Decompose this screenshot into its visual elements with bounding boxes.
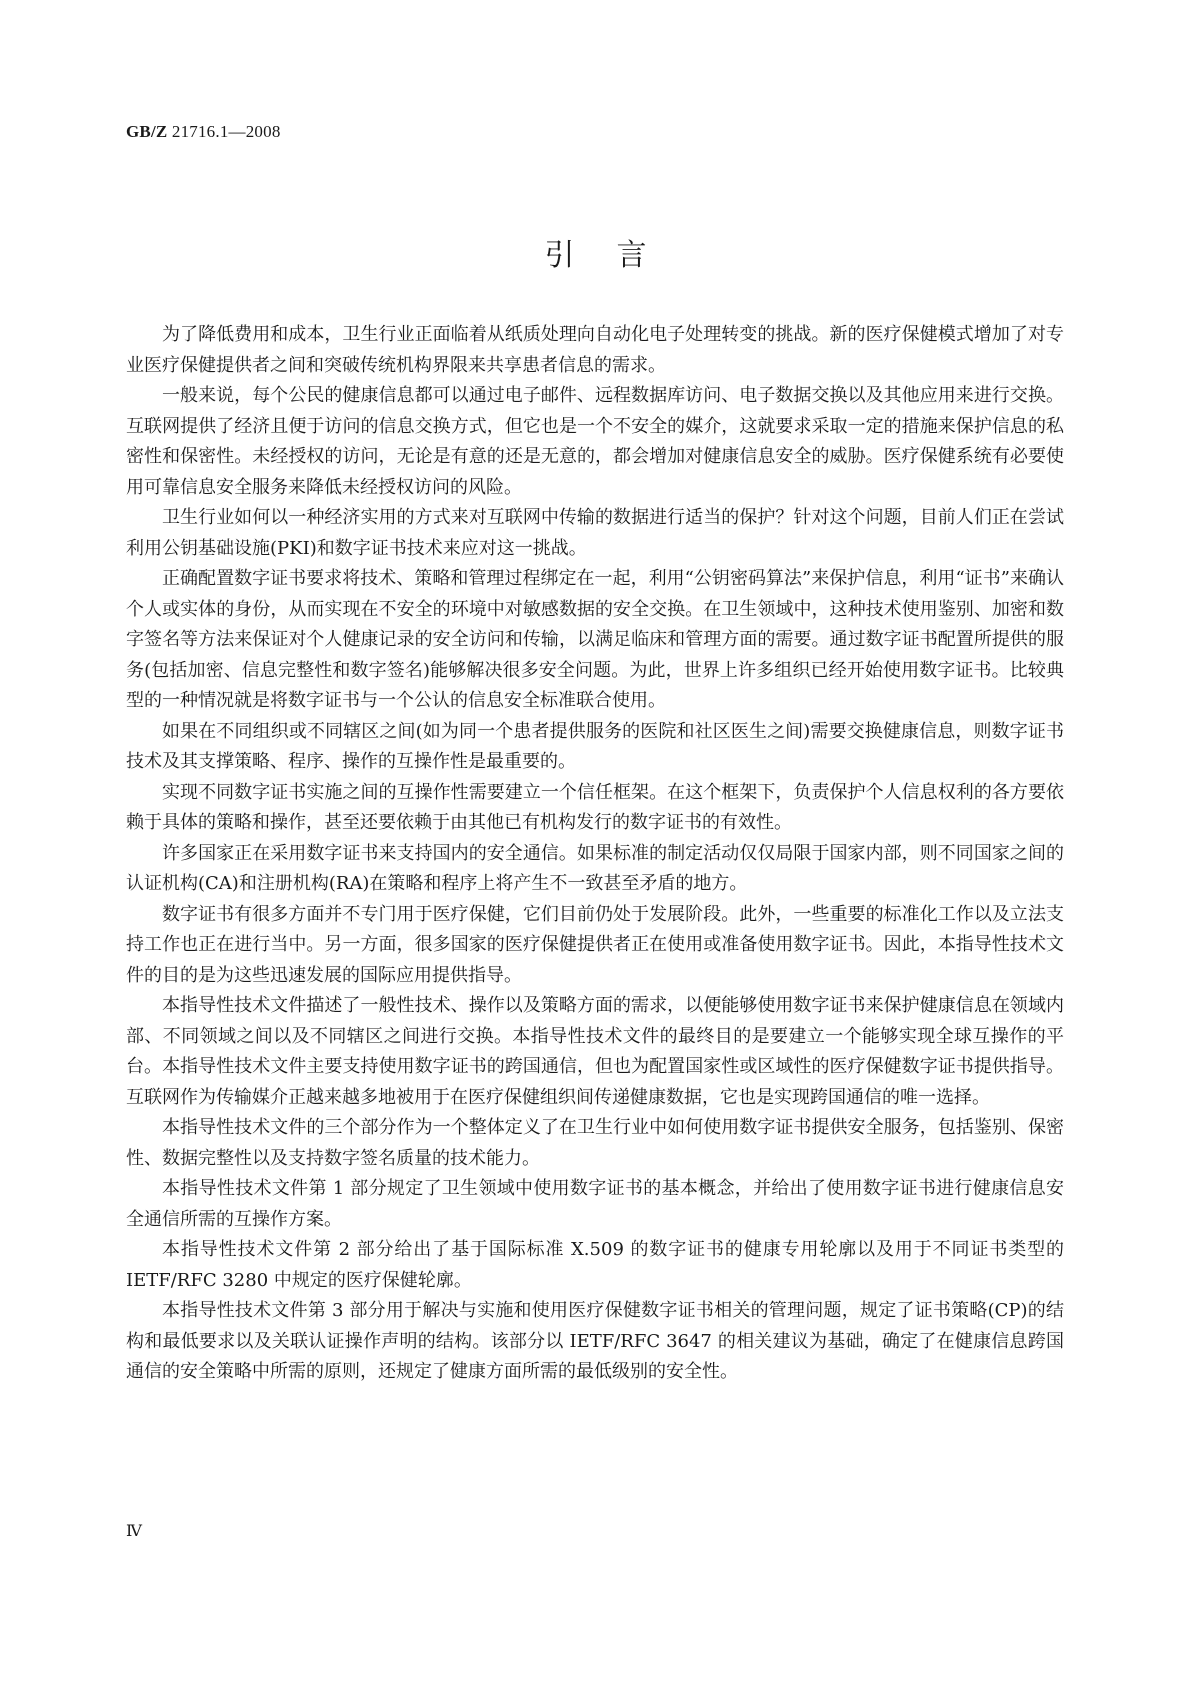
paragraph: 本指导性技术文件第 2 部分给出了基于国际标准 X.509 的数字证书的健康专用轮廓以及用于不同证书类型的 IETF/RFC 3280 中规定的医疗保健轮廓。	[126, 1239, 1064, 1291]
body-text	[126, 320, 1064, 1388]
paragraph: 本指导性技术文件第 1 部分规定了卫生领域中使用数字证书的基本概念，并给出了使用数字证书进行健康信息安全通信所需的互操作方案。	[126, 1178, 1064, 1230]
page-title: 引言	[544, 238, 689, 273]
paragraph: 一般来说，每个公民的健康信息都可以通过电子邮件、远程数据库访问、电子数据交换以及其他应用来进行交换。互联网提供了经济且便于访问的信息交换方式，但它也是一个不安全的媒介，这就要求采取一定的措施来保护信息的私密性和保密性。未经授权的访问，无论是有意的还是无意的，都会增加对健康信息安全的威胁。医疗保健系统有必要使用可靠信息安全服务来降低未经授权访问的风险。	[126, 385, 1064, 498]
paragraph: 本指导性技术文件描述了一般性技术、操作以及策略方面的需求，以便能够使用数字证书来保护健康信息在领域内部、不同领域之间以及不同辖区之间进行交换。本指导性技术文件的最终目的是要建立一个能够实现全球互操作的平台。本指导性技术文件主要支持使用数字证书的跨国通信，但也为配置国家性或区域性的医疗保健数字证书提供指导。互联网作为传输媒介正越来越多地被用于在医疗保健组织间传递健康数据，它也是实现跨国通信的唯一选择。	[126, 995, 1064, 1108]
standard-number: 21716.1—2008	[167, 122, 281, 141]
page-number: Ⅳ	[126, 1523, 142, 1540]
paragraph: 正确配置数字证书要求将技术、策略和管理过程绑定在一起，利用“公钥密码算法”来保护信息，利用“证书”来确认个人或实体的身份，从而实现在不安全的环境中对敏感数据的安全交换。在卫生领域中，这种技术使用鉴别、加密和数字签名等方法来保证对个人健康记录的安全访问和传输，以满足临床和管理方面的需要。通过数字证书配置所提供的服务(包括加密、信息完整性和数字签名)能够解决很多安全问题。为此，世界上许多组织已经开始使用数字证书。比较典型的一种情况就是将数字证书与一个公认的信息安全标准联合使用。	[126, 568, 1064, 711]
paragraph: 如果在不同组织或不同辖区之间(如为同一个患者提供服务的医院和社区医生之间)需要交换健康信息，则数字证书技术及其支撑策略、程序、操作的互操作性是最重要的。	[126, 720, 1064, 772]
paragraph: 实现不同数字证书实施之间的互操作性需要建立一个信任框架。在这个框架下，负责保护个人信息权利的各方要依赖于具体的策略和操作，甚至还要依赖于由其他已有机构发行的数字证书的有效性。	[126, 781, 1064, 833]
paragraph: 本指导性技术文件的三个部分作为一个整体定义了在卫生行业中如何使用数字证书提供安全服务，包括鉴别、保密性、数据完整性以及支持数字签名质量的技术能力。	[126, 1117, 1064, 1169]
paragraph: 本指导性技术文件第 3 部分用于解决与实施和使用医疗保健数字证书相关的管理问题，规定了证书策略(CP)的结构和最低要求以及关联认证操作声明的结构。该部分以 IETF/RFC 3647 的相关建议为基础，确定了在健康信息跨国通信的安全策略中所需的原则，还规定了健康方面所需的最低级别的安全性。	[126, 1300, 1064, 1382]
paragraph: 卫生行业如何以一种经济实用的方式来对互联网中传输的数据进行适当的保护？针对这个问题，目前人们正在尝试利用公钥基础设施(PKI)和数字证书技术来应对这一挑战。	[126, 507, 1064, 559]
paragraph: 许多国家正在采用数字证书来支持国内的安全通信。如果标准的制定活动仅仅局限于国家内部，则不同国家之间的认证机构(CA)和注册机构(RA)在策略和程序上将产生不一致甚至矛盾的地方。	[126, 842, 1064, 894]
standard-code	[126, 122, 281, 142]
paragraph: 为了降低费用和成本，卫生行业正面临着从纸质处理向自动化电子处理转变的挑战。新的医疗保健模式增加了对专业医疗保健提供者之间和突破传统机构界限来共享患者信息的需求。	[126, 324, 1064, 376]
paragraph: 数字证书有很多方面并不专门用于医疗保健，它们目前仍处于发展阶段。此外，一些重要的标准化工作以及立法支持工作也正在进行当中。另一方面，很多国家的医疗保健提供者正在使用或准备使用数字证书。因此，本指导性技术文件的目的是为这些迅速发展的国际应用提供指导。	[126, 903, 1064, 986]
standard-prefix: GB/Z	[126, 122, 168, 141]
